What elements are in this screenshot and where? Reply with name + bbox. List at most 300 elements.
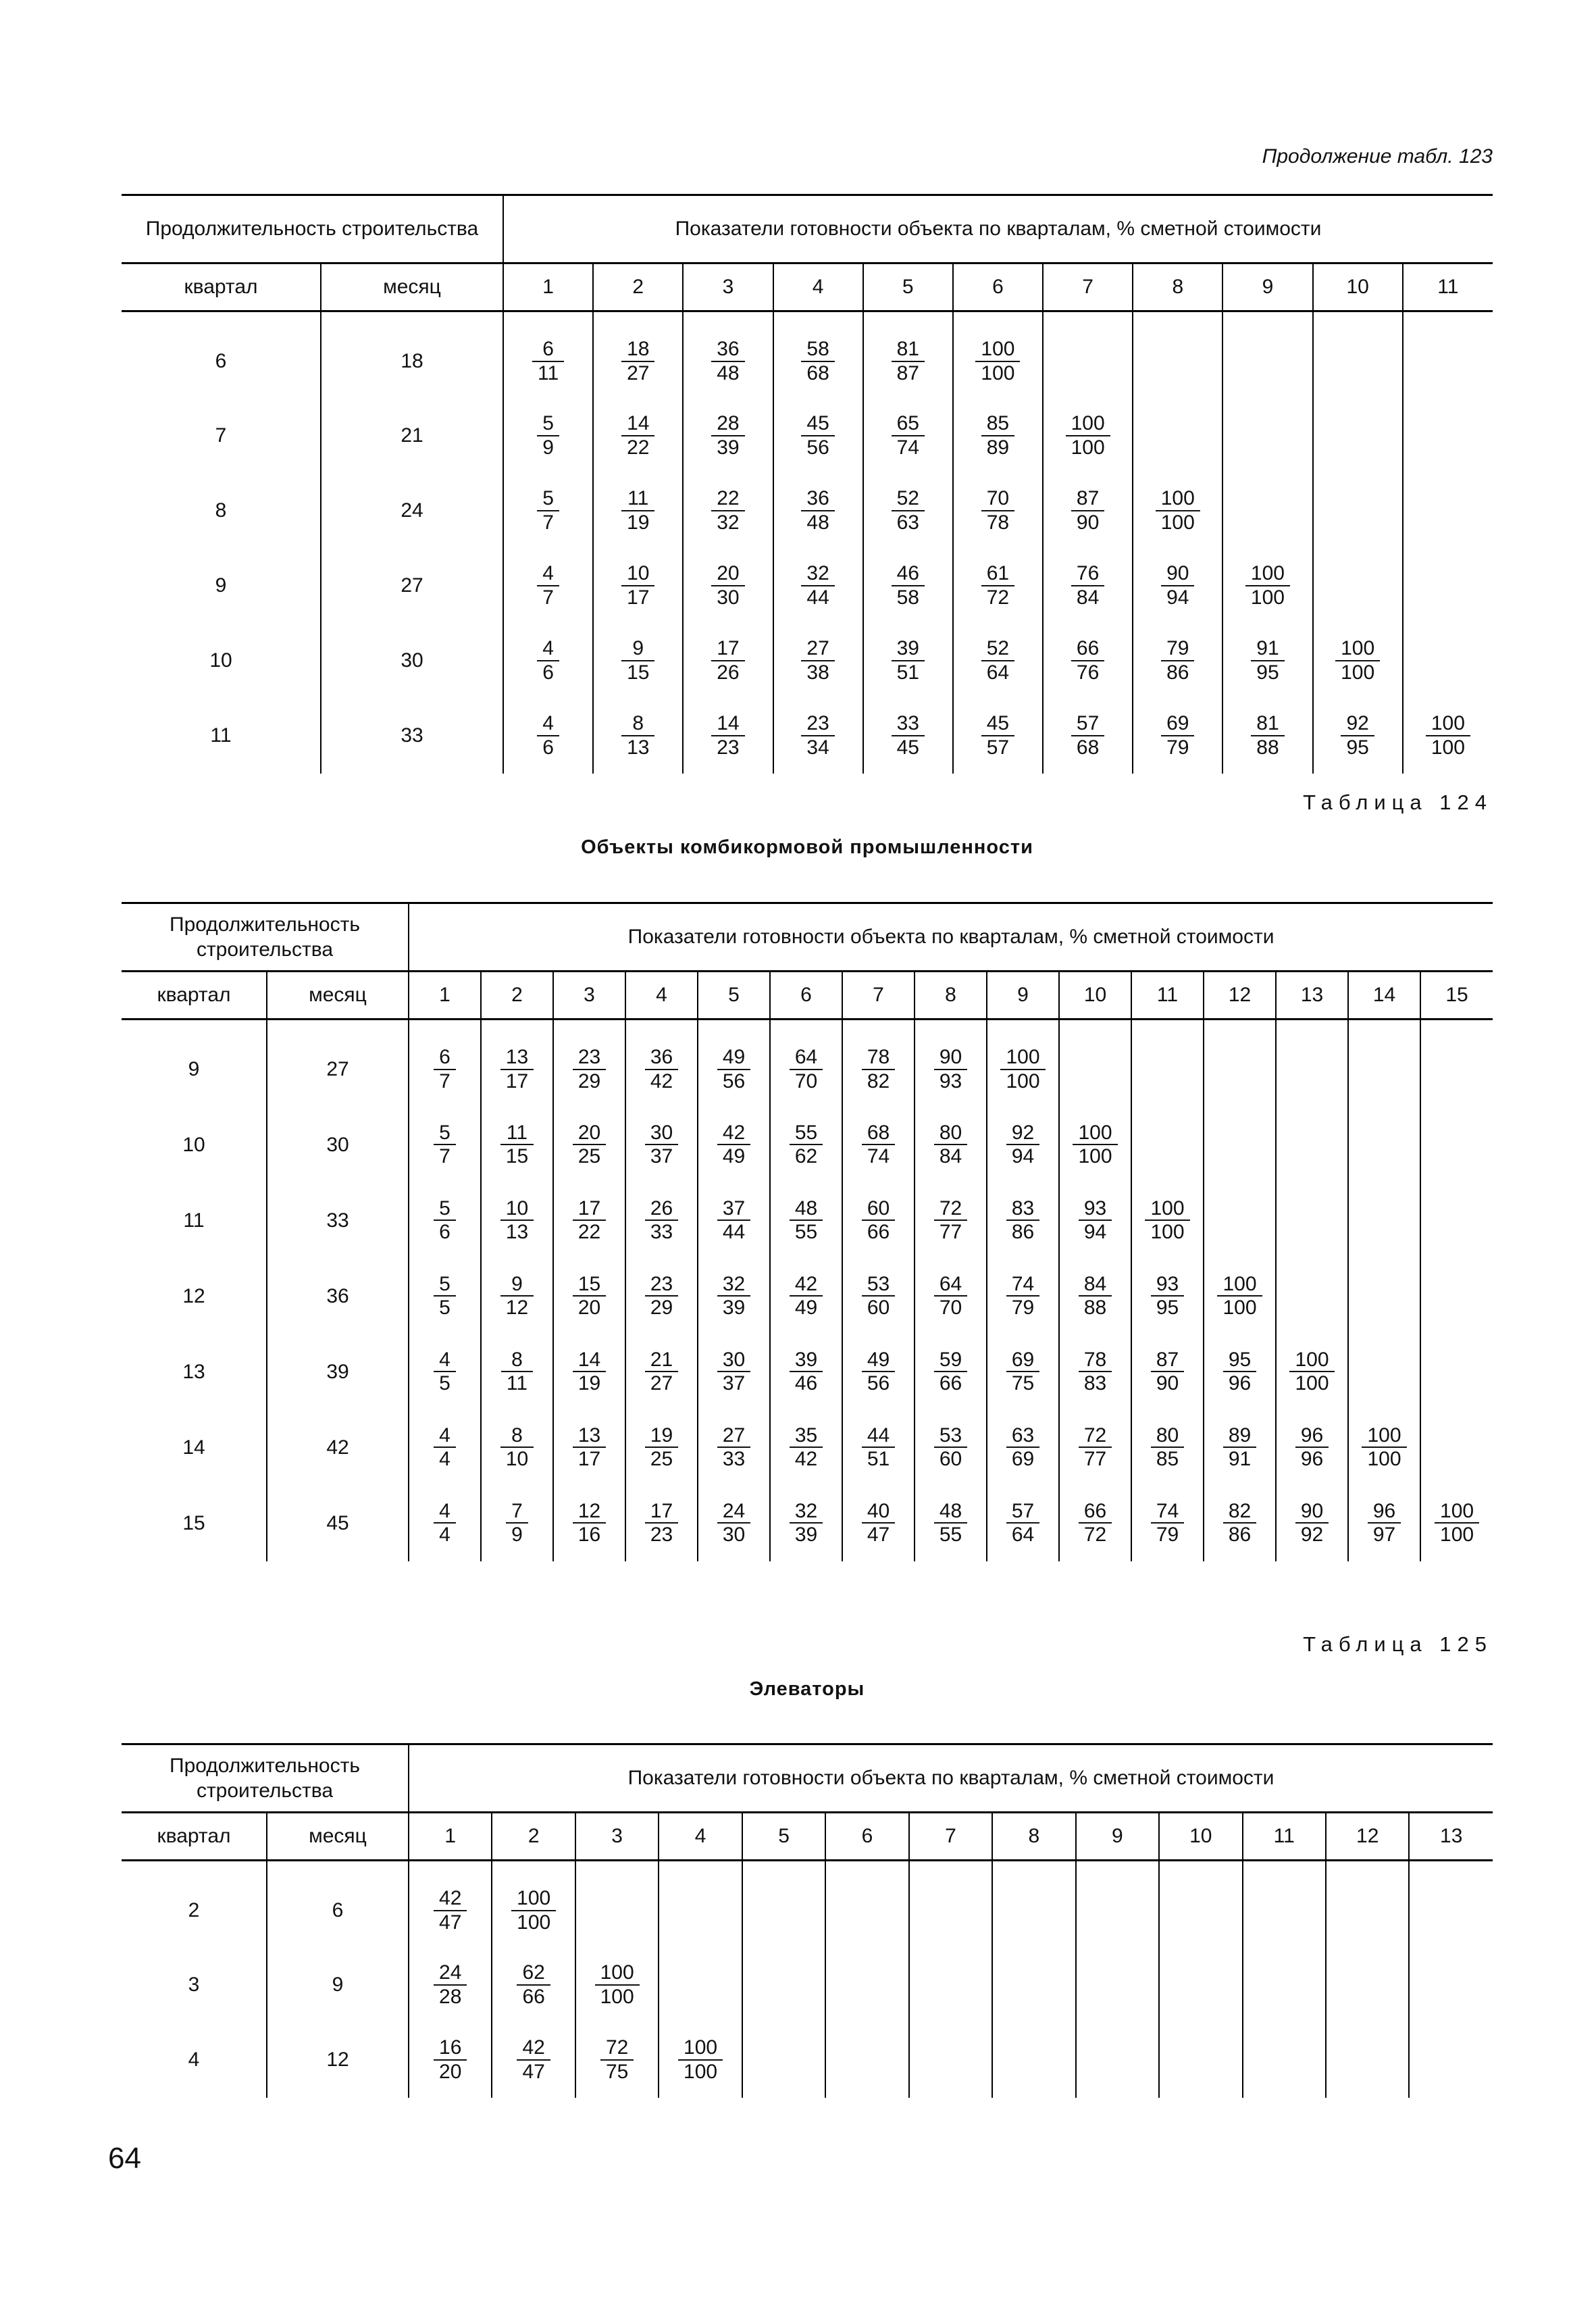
empty-cell	[992, 1861, 1075, 1948]
fraction	[790, 1197, 823, 1244]
fraction	[801, 637, 834, 684]
fraction	[892, 487, 925, 534]
fraction	[434, 1887, 467, 1934]
numerator: 74	[1151, 1500, 1184, 1524]
denominator: 66	[939, 1372, 962, 1395]
fraction	[975, 338, 1020, 384]
numerator: 42	[790, 1273, 823, 1297]
header-quarter: квартал	[122, 1813, 267, 1861]
fraction-cell	[698, 1410, 770, 1486]
denominator: 100	[1440, 1524, 1474, 1546]
empty-cell	[659, 1948, 742, 2023]
fraction-cell	[503, 399, 593, 474]
fraction	[711, 562, 744, 609]
fraction	[1079, 1197, 1112, 1244]
table-row	[122, 1020, 1493, 1107]
fraction	[1079, 1273, 1112, 1319]
fraction	[600, 2036, 634, 2083]
fraction	[517, 2036, 550, 2083]
numerator: 30	[717, 1349, 750, 1373]
numerator: 69	[1161, 712, 1194, 736]
table-row	[122, 549, 1493, 624]
fraction	[981, 412, 1014, 459]
numerator: 9	[500, 1273, 534, 1297]
numerator: 17	[573, 1197, 606, 1222]
fraction	[1362, 1424, 1406, 1471]
denominator: 90	[1076, 511, 1100, 534]
empty-cell	[1420, 1334, 1493, 1410]
numerator: 11	[621, 487, 654, 511]
denominator: 26	[717, 661, 740, 684]
denominator: 25	[650, 1448, 673, 1471]
table-row	[122, 1486, 1493, 1561]
empty-cell	[1403, 474, 1493, 549]
fraction	[645, 1273, 678, 1319]
table-124-label: Таблица 124	[1303, 790, 1493, 814]
fraction	[1295, 1424, 1329, 1471]
fraction	[790, 1500, 823, 1546]
numerator: 96	[1295, 1424, 1329, 1449]
denominator: 79	[1011, 1297, 1035, 1319]
fraction-cell	[770, 1183, 842, 1259]
numerator: 32	[790, 1500, 823, 1524]
denominator: 69	[1011, 1448, 1035, 1471]
fraction	[934, 1273, 967, 1319]
row-quarter: 11	[183, 1209, 205, 1232]
numerator: 8	[501, 1349, 533, 1373]
empty-cell	[825, 2023, 908, 2098]
empty-cell	[742, 2023, 825, 2098]
fraction-cell	[503, 311, 593, 399]
denominator: 33	[650, 1221, 673, 1244]
denominator: 85	[1156, 1448, 1179, 1471]
table-row	[122, 311, 1493, 399]
numerator: 23	[573, 1046, 606, 1070]
fraction-cell	[698, 1486, 770, 1561]
numerator: 72	[600, 2036, 634, 2061]
fraction-cell	[625, 1334, 698, 1410]
header-quarter-number: 10	[1059, 972, 1131, 1020]
denominator: 47	[867, 1524, 890, 1546]
fraction-cell	[953, 624, 1043, 699]
numerator: 100	[1289, 1349, 1334, 1373]
denominator: 78	[986, 511, 1010, 534]
fraction-cell	[770, 1107, 842, 1183]
fraction	[1217, 1273, 1262, 1319]
fraction-cell	[593, 399, 683, 474]
numerator: 20	[573, 1122, 606, 1146]
numerator: 100	[1426, 712, 1470, 736]
denominator: 100	[1150, 1221, 1185, 1244]
numerator: 63	[1006, 1424, 1039, 1449]
fraction	[892, 412, 925, 459]
fraction-cell	[953, 699, 1043, 774]
numerator: 13	[573, 1424, 606, 1449]
denominator: 64	[986, 661, 1010, 684]
fraction	[1245, 562, 1290, 609]
empty-cell	[1076, 1861, 1159, 1948]
fraction	[1289, 1349, 1334, 1395]
denominator: 97	[1372, 1524, 1396, 1546]
numerator: 100	[1362, 1424, 1406, 1449]
numerator: 81	[1251, 712, 1284, 736]
denominator: 7	[542, 511, 554, 534]
header-quarter-number: 8	[1133, 263, 1222, 311]
numerator: 11	[500, 1122, 534, 1146]
numerator: 16	[434, 2036, 467, 2061]
fraction-cell	[593, 474, 683, 549]
denominator: 70	[939, 1297, 962, 1319]
header-quarter-number: 6	[953, 263, 1043, 311]
row-month: 33	[267, 1183, 409, 1259]
denominator: 6	[542, 736, 554, 759]
empty-cell	[1131, 1020, 1204, 1107]
numerator: 33	[892, 712, 925, 736]
fraction-cell	[1043, 399, 1133, 474]
fraction-cell	[915, 1259, 987, 1334]
fraction-cell	[409, 1334, 481, 1410]
numerator: 10	[500, 1197, 534, 1222]
denominator: 72	[986, 586, 1010, 609]
fraction-cell	[915, 1183, 987, 1259]
fraction	[1426, 712, 1470, 759]
fraction-cell	[1059, 1486, 1131, 1561]
empty-cell	[1159, 2023, 1242, 2098]
fraction	[892, 338, 925, 384]
header-quarter-number: 10	[1159, 1813, 1242, 1861]
denominator: 7	[439, 1145, 451, 1168]
table-row	[122, 1334, 1493, 1410]
fraction-cell	[842, 1334, 915, 1410]
numerator: 39	[790, 1349, 823, 1373]
denominator: 95	[1256, 661, 1279, 684]
fraction-cell	[503, 624, 593, 699]
header-quarter-number: 3	[553, 972, 625, 1020]
denominator: 100	[1367, 1448, 1401, 1471]
header-quarter-number: 5	[863, 263, 953, 311]
numerator: 72	[1079, 1424, 1112, 1449]
fraction	[1066, 412, 1110, 459]
header-quarter: квартал	[122, 972, 267, 1020]
row-month: 27	[321, 549, 503, 624]
empty-cell	[1204, 1183, 1276, 1259]
fraction	[621, 487, 654, 534]
table-124	[122, 902, 1493, 1561]
denominator: 74	[867, 1145, 890, 1168]
fraction-cell	[409, 1486, 481, 1561]
header-duration: Продолжительность строительства	[122, 195, 503, 263]
row-month: 21	[321, 399, 503, 474]
fraction	[862, 1273, 895, 1319]
fraction	[645, 1122, 678, 1168]
numerator: 37	[717, 1197, 750, 1222]
denominator: 51	[896, 661, 919, 684]
denominator: 17	[577, 1448, 601, 1471]
denominator: 77	[1083, 1448, 1107, 1471]
numerator: 83	[1006, 1197, 1039, 1222]
fraction	[934, 1424, 967, 1471]
fraction	[1223, 1349, 1256, 1395]
denominator: 22	[627, 436, 650, 459]
numerator: 28	[711, 412, 744, 436]
numerator: 100	[1000, 1046, 1045, 1070]
fraction	[790, 1424, 823, 1471]
fraction	[506, 1500, 528, 1546]
numerator: 5	[434, 1197, 456, 1222]
empty-cell	[742, 1861, 825, 1948]
fraction	[717, 1197, 750, 1244]
numerator: 91	[1251, 637, 1284, 661]
denominator: 44	[722, 1221, 746, 1244]
fraction	[621, 338, 654, 384]
denominator: 23	[717, 736, 740, 759]
denominator: 4	[439, 1448, 451, 1471]
denominator: 27	[650, 1372, 673, 1395]
fraction	[1251, 637, 1284, 684]
denominator: 94	[1083, 1221, 1107, 1244]
fraction	[934, 1122, 967, 1168]
empty-cell	[1243, 1948, 1326, 2023]
fraction	[1151, 1349, 1184, 1395]
denominator: 51	[867, 1448, 890, 1471]
numerator: 70	[981, 487, 1014, 511]
fraction	[862, 1122, 895, 1168]
fraction	[434, 1500, 456, 1546]
empty-cell	[575, 1861, 659, 1948]
denominator: 74	[896, 436, 919, 459]
fraction-cell	[770, 1259, 842, 1334]
fraction-cell	[409, 1948, 492, 2023]
fraction-cell	[773, 549, 863, 624]
numerator: 78	[862, 1046, 895, 1070]
fraction	[621, 637, 654, 684]
denominator: 22	[577, 1221, 601, 1244]
fraction-cell	[503, 474, 593, 549]
fraction-cell	[481, 1410, 553, 1486]
denominator: 96	[1228, 1372, 1252, 1395]
fraction-cell	[659, 2023, 742, 2098]
empty-cell	[1133, 311, 1222, 399]
fraction	[573, 1500, 606, 1546]
denominator: 37	[650, 1145, 673, 1168]
numerator: 32	[717, 1273, 750, 1297]
denominator: 17	[627, 586, 650, 609]
fraction	[645, 1424, 678, 1471]
fraction	[981, 487, 1014, 534]
header-indicators: Показатели готовности объекта по кварталам, % сметной стоимости	[503, 195, 1493, 263]
numerator: 36	[645, 1046, 678, 1070]
row-quarter: 2	[188, 1898, 200, 1921]
numerator: 19	[645, 1424, 678, 1449]
empty-cell	[1403, 549, 1493, 624]
table-row	[122, 1948, 1493, 2023]
fraction	[517, 1961, 550, 2008]
fraction-cell	[492, 1948, 575, 2023]
numerator: 100	[678, 2036, 723, 2061]
numerator: 92	[1006, 1122, 1039, 1146]
empty-cell	[1403, 311, 1493, 399]
empty-cell	[1131, 1107, 1204, 1183]
denominator: 100	[981, 361, 1015, 384]
fraction	[1006, 1500, 1039, 1546]
denominator: 32	[717, 511, 740, 534]
denominator: 23	[650, 1524, 673, 1546]
row-month: 42	[267, 1410, 409, 1486]
numerator: 18	[621, 338, 654, 362]
fraction-cell	[593, 311, 683, 399]
denominator: 4	[439, 1524, 451, 1546]
fraction-cell	[1059, 1410, 1131, 1486]
numerator: 17	[711, 637, 744, 661]
denominator: 88	[1256, 736, 1279, 759]
table-row	[122, 1259, 1493, 1334]
numerator: 72	[934, 1197, 967, 1222]
empty-cell	[1243, 2023, 1326, 2098]
numerator: 76	[1071, 562, 1104, 586]
numerator: 7	[506, 1500, 528, 1524]
header-quarter-number: 8	[992, 1813, 1075, 1861]
numerator: 78	[1079, 1349, 1112, 1373]
denominator: 72	[1083, 1524, 1107, 1546]
fraction-cell	[409, 1107, 481, 1183]
fraction	[434, 2036, 467, 2083]
fraction-cell	[987, 1259, 1059, 1334]
fraction-cell	[1204, 1410, 1276, 1486]
row-quarter: 7	[215, 424, 227, 447]
fraction	[573, 1046, 606, 1092]
fraction-cell	[1043, 699, 1133, 774]
row-month: 6	[267, 1861, 409, 1948]
header-quarter-number: 10	[1313, 263, 1403, 311]
denominator: 100	[1341, 661, 1375, 684]
fraction-cell	[770, 1486, 842, 1561]
fraction	[711, 637, 744, 684]
numerator: 66	[1079, 1500, 1112, 1524]
numerator: 92	[1341, 712, 1374, 736]
numerator: 57	[1006, 1500, 1039, 1524]
numerator: 42	[517, 2036, 550, 2061]
denominator: 15	[505, 1145, 529, 1168]
fraction-cell	[1313, 624, 1403, 699]
numerator: 45	[981, 712, 1014, 736]
fraction-cell	[481, 1020, 553, 1107]
fraction	[645, 1500, 678, 1546]
denominator: 19	[627, 511, 650, 534]
fraction	[862, 1046, 895, 1092]
fraction-cell	[503, 699, 593, 774]
header-quarter-number: 3	[575, 1813, 659, 1861]
fraction	[1435, 1500, 1479, 1546]
numerator: 64	[790, 1046, 823, 1070]
numerator: 69	[1006, 1349, 1039, 1373]
table-row	[122, 699, 1493, 774]
denominator: 47	[439, 1911, 462, 1934]
fraction	[717, 1046, 750, 1092]
numerator: 90	[1295, 1500, 1329, 1524]
fraction-cell	[1043, 624, 1133, 699]
fraction-cell	[553, 1183, 625, 1259]
header-duration: Продолжительность строительства	[122, 903, 409, 972]
denominator: 6	[542, 661, 554, 684]
fraction-cell	[1204, 1334, 1276, 1410]
empty-cell	[1409, 1861, 1493, 1948]
fraction-cell	[593, 699, 683, 774]
row-quarter: 10	[209, 649, 232, 672]
fraction	[934, 1046, 967, 1092]
fraction-cell	[1348, 1410, 1420, 1486]
fraction-cell	[481, 1334, 553, 1410]
fraction-cell	[625, 1486, 698, 1561]
fraction-cell	[1276, 1486, 1348, 1561]
denominator: 37	[722, 1372, 746, 1395]
denominator: 100	[600, 1985, 634, 2008]
fraction-cell	[575, 2023, 659, 2098]
numerator: 85	[981, 412, 1014, 436]
fraction	[790, 1349, 823, 1395]
fraction-cell	[553, 1410, 625, 1486]
row-quarter: 9	[188, 1058, 200, 1081]
empty-cell	[1313, 474, 1403, 549]
empty-cell	[1276, 1259, 1348, 1334]
fraction-cell	[770, 1020, 842, 1107]
empty-cell	[1403, 624, 1493, 699]
denominator: 27	[627, 361, 650, 384]
denominator: 90	[1156, 1372, 1179, 1395]
numerator: 60	[862, 1197, 895, 1222]
denominator: 58	[896, 586, 919, 609]
empty-cell	[1276, 1183, 1348, 1259]
row-quarter: 15	[182, 1511, 205, 1534]
denominator: 11	[506, 1372, 528, 1395]
numerator: 32	[801, 562, 834, 586]
empty-cell	[1326, 1861, 1409, 1948]
denominator: 100	[1250, 586, 1285, 609]
fraction	[801, 562, 834, 609]
denominator: 5	[439, 1372, 451, 1395]
fraction-cell	[1131, 1259, 1204, 1334]
table-row	[122, 2023, 1493, 2098]
denominator: 70	[794, 1070, 818, 1093]
numerator: 65	[892, 412, 925, 436]
row-quarter: 10	[182, 1133, 205, 1156]
fraction	[801, 338, 834, 384]
empty-cell	[992, 2023, 1075, 2098]
fraction-cell	[842, 1259, 915, 1334]
fraction	[1161, 562, 1194, 609]
fraction-cell	[953, 549, 1043, 624]
row-month: 27	[267, 1020, 409, 1107]
denominator: 79	[1156, 1524, 1179, 1546]
fraction-cell	[1133, 699, 1222, 774]
fraction	[1071, 712, 1104, 759]
numerator: 53	[862, 1273, 895, 1297]
fraction	[537, 637, 559, 684]
fraction-cell	[698, 1259, 770, 1334]
empty-cell	[1326, 2023, 1409, 2098]
denominator: 13	[505, 1221, 529, 1244]
denominator: 77	[939, 1221, 962, 1244]
empty-cell	[1313, 399, 1403, 474]
numerator: 4	[537, 562, 559, 586]
empty-cell	[1222, 311, 1312, 399]
fraction-cell	[1276, 1410, 1348, 1486]
row-quarter: 8	[215, 499, 227, 522]
fraction-cell	[1222, 549, 1312, 624]
fraction-cell	[1348, 1486, 1420, 1561]
fraction	[678, 2036, 723, 2083]
fraction-cell	[842, 1410, 915, 1486]
numerator: 64	[934, 1273, 967, 1297]
